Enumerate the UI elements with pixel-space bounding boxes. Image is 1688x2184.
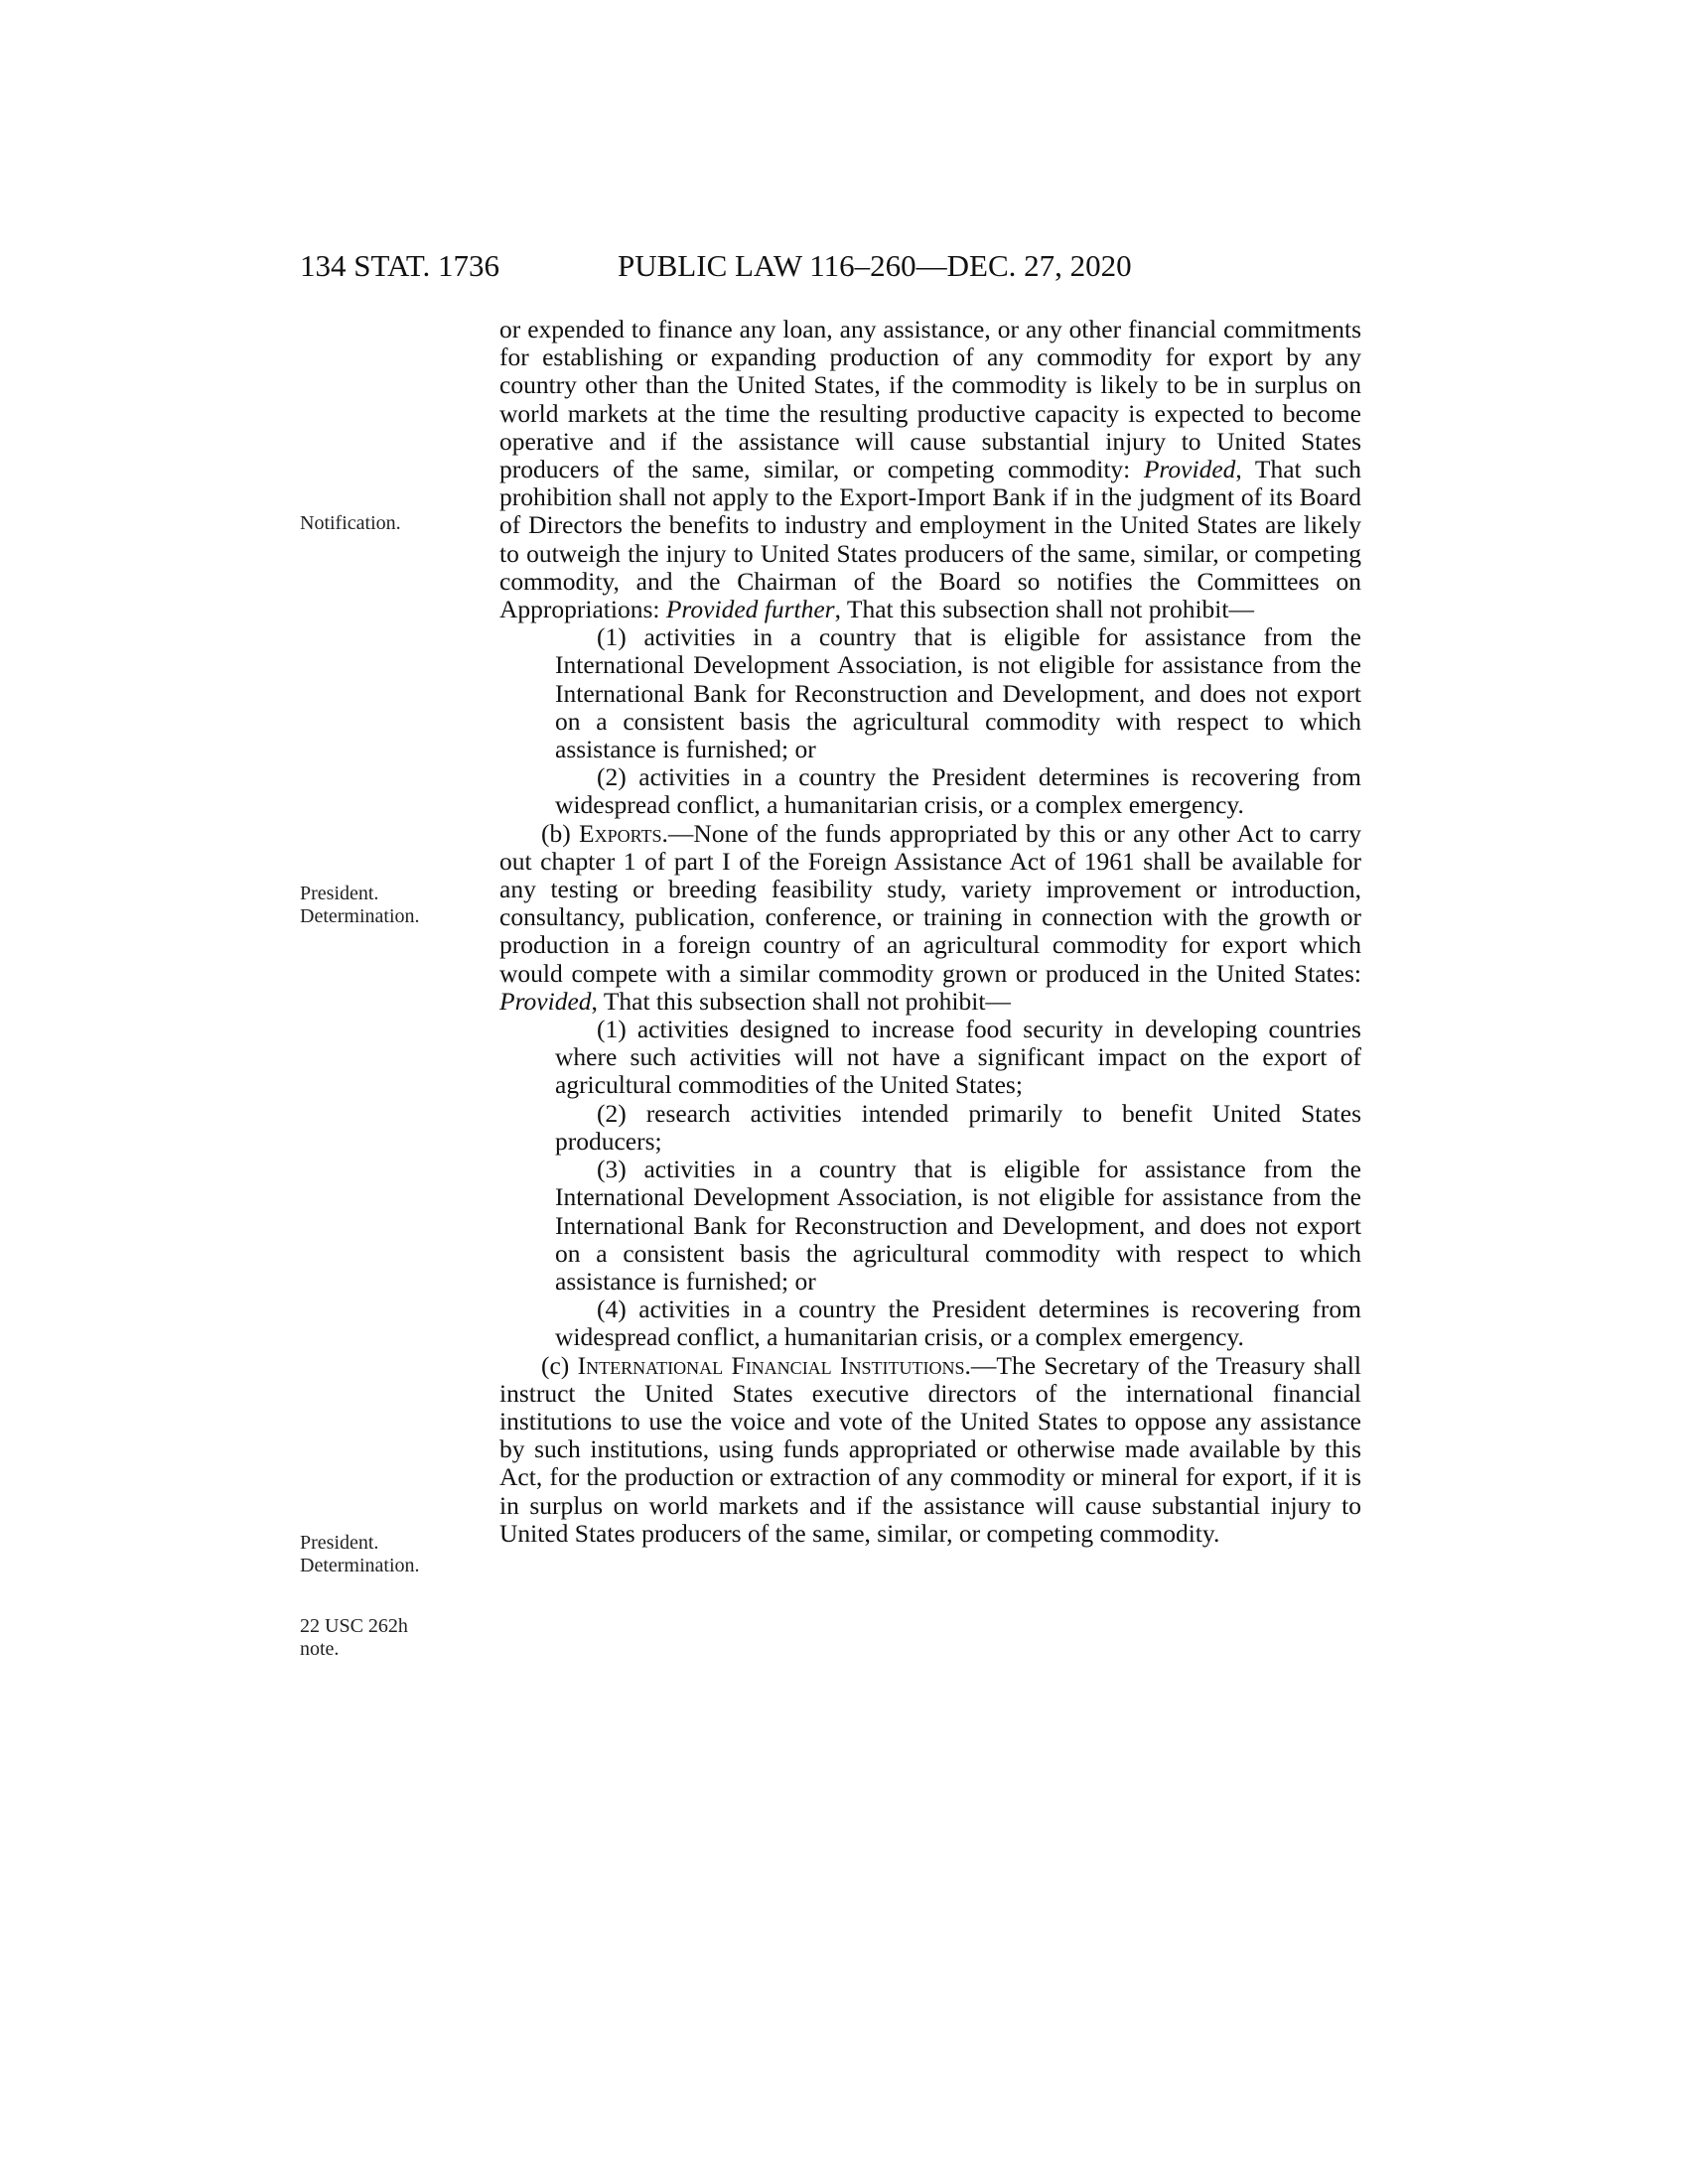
margin-note-line: Notification. xyxy=(300,512,401,534)
subsection-c: (c) International Financial Institutions.—The Secretary of the Treasury shall instruct the United States executive directors of the international financial institutions to use the voice and vote of the United States to oppose any assistance by such institutions, using funds appropriated or otherwise made available by this Act, for the production or extraction of any commodity or mineral for export, if it is in surplus on world markets and if the assistance will cause substantial injury to United States producers of the same, similar, or competing commodity. xyxy=(499,1350,1361,1548)
subsection-b: (b) Exports.—None of the funds appropriated by this or any other Act to carry out chapter 1 of part I of the Foreign Assistance Act of 1961 shall be available for any testing or breeding feasibility study, variety improvement or introduction, consultancy, publication, conference, or training in connection with the growth or production in a foreign country of an agricultural commodity for export which would compete with a similar commodity grown or produced in the United States: Provided, That this subsection shall not prohibit— xyxy=(499,818,1361,1016)
page-header xyxy=(300,246,1362,286)
margin-note-line: President. xyxy=(300,883,379,904)
paragraph-b-1: (1) activities designed to increase food security in developing countries where such activities will not have a significant impact on the export of agricultural commodities of the United States; xyxy=(555,1015,1361,1100)
margin-note-line: 22 USC 262h xyxy=(300,1615,408,1637)
paragraph-a-1: (1) activities in a country that is eligible for assistance from the International Development Association, is not eligible for assistance from the International Bank for Reconstruction and Development, and does not export on a consistent basis the agricultural commodity with respect to which assistance is furnished; or xyxy=(555,622,1361,764)
subsection-heading: Exports xyxy=(579,818,662,848)
margin-note-president-determination xyxy=(300,1532,469,1577)
statute-body xyxy=(499,316,1361,1548)
paragraph-a-2: (2) activities in a country the President determines is recovering from widespread conflict, a humanitarian crisis, or a complex emergency. xyxy=(555,762,1361,820)
margin-note-line: Determination. xyxy=(300,905,420,927)
subsection-a-continuation: or expended to finance any loan, any assistance, or any other financial commitments for establishing or expanding production of any commodity for export by any country other than the United States, if the commodity is likely to be in surplus on world markets at the time the resulting productive capacity is expected to become operative and if the assistance will cause substantial injury to United States producers of the same, similar, or competing commodity: Provided, That such prohibition shall not apply to the Export-Import Bank if in the judgment of its Board of Directors the benefits to industry and employment in the United States are likely to outweigh the injury to United States producers of the same, similar, or competing commodity, and the Chairman of the Board so notifies the Committees on Appropriations: Provided further, That this subsection shall not prohibit— xyxy=(499,315,1361,624)
paragraph-b-2: (2) research activities intended primarily to benefit United States producers; xyxy=(555,1098,1361,1156)
proviso: Provided xyxy=(499,986,592,1016)
proviso: Provided further xyxy=(665,595,835,624)
public-law-title: PUBLIC LAW 116–260—DEC. 27, 2020 xyxy=(618,248,1132,283)
margin-note-notification xyxy=(300,512,469,535)
margin-note-line: President. xyxy=(300,1532,379,1554)
margin-note-line: Determination. xyxy=(300,1555,420,1576)
paragraph-b-4: (4) activities in a country the President determines is recovering from widespread conflict, a humanitarian crisis, or a complex emergency. xyxy=(555,1295,1361,1352)
proviso: Provided xyxy=(1143,455,1236,484)
paragraph-b-3: (3) activities in a country that is eligible for assistance from the International Development Association, is not eligible for assistance from the International Bank for Reconstruction and Development, and does not export on a consistent basis the agricultural commodity with respect to which assistance is furnished; or xyxy=(555,1155,1361,1296)
margin-note-president-determination xyxy=(300,883,469,928)
subsection-heading: International Financial Institutions xyxy=(577,1350,965,1380)
margin-note-line: note. xyxy=(300,1638,340,1660)
margin-note-usc-citation xyxy=(300,1615,469,1661)
stat-reference: 134 STAT. 1736 xyxy=(300,248,500,283)
